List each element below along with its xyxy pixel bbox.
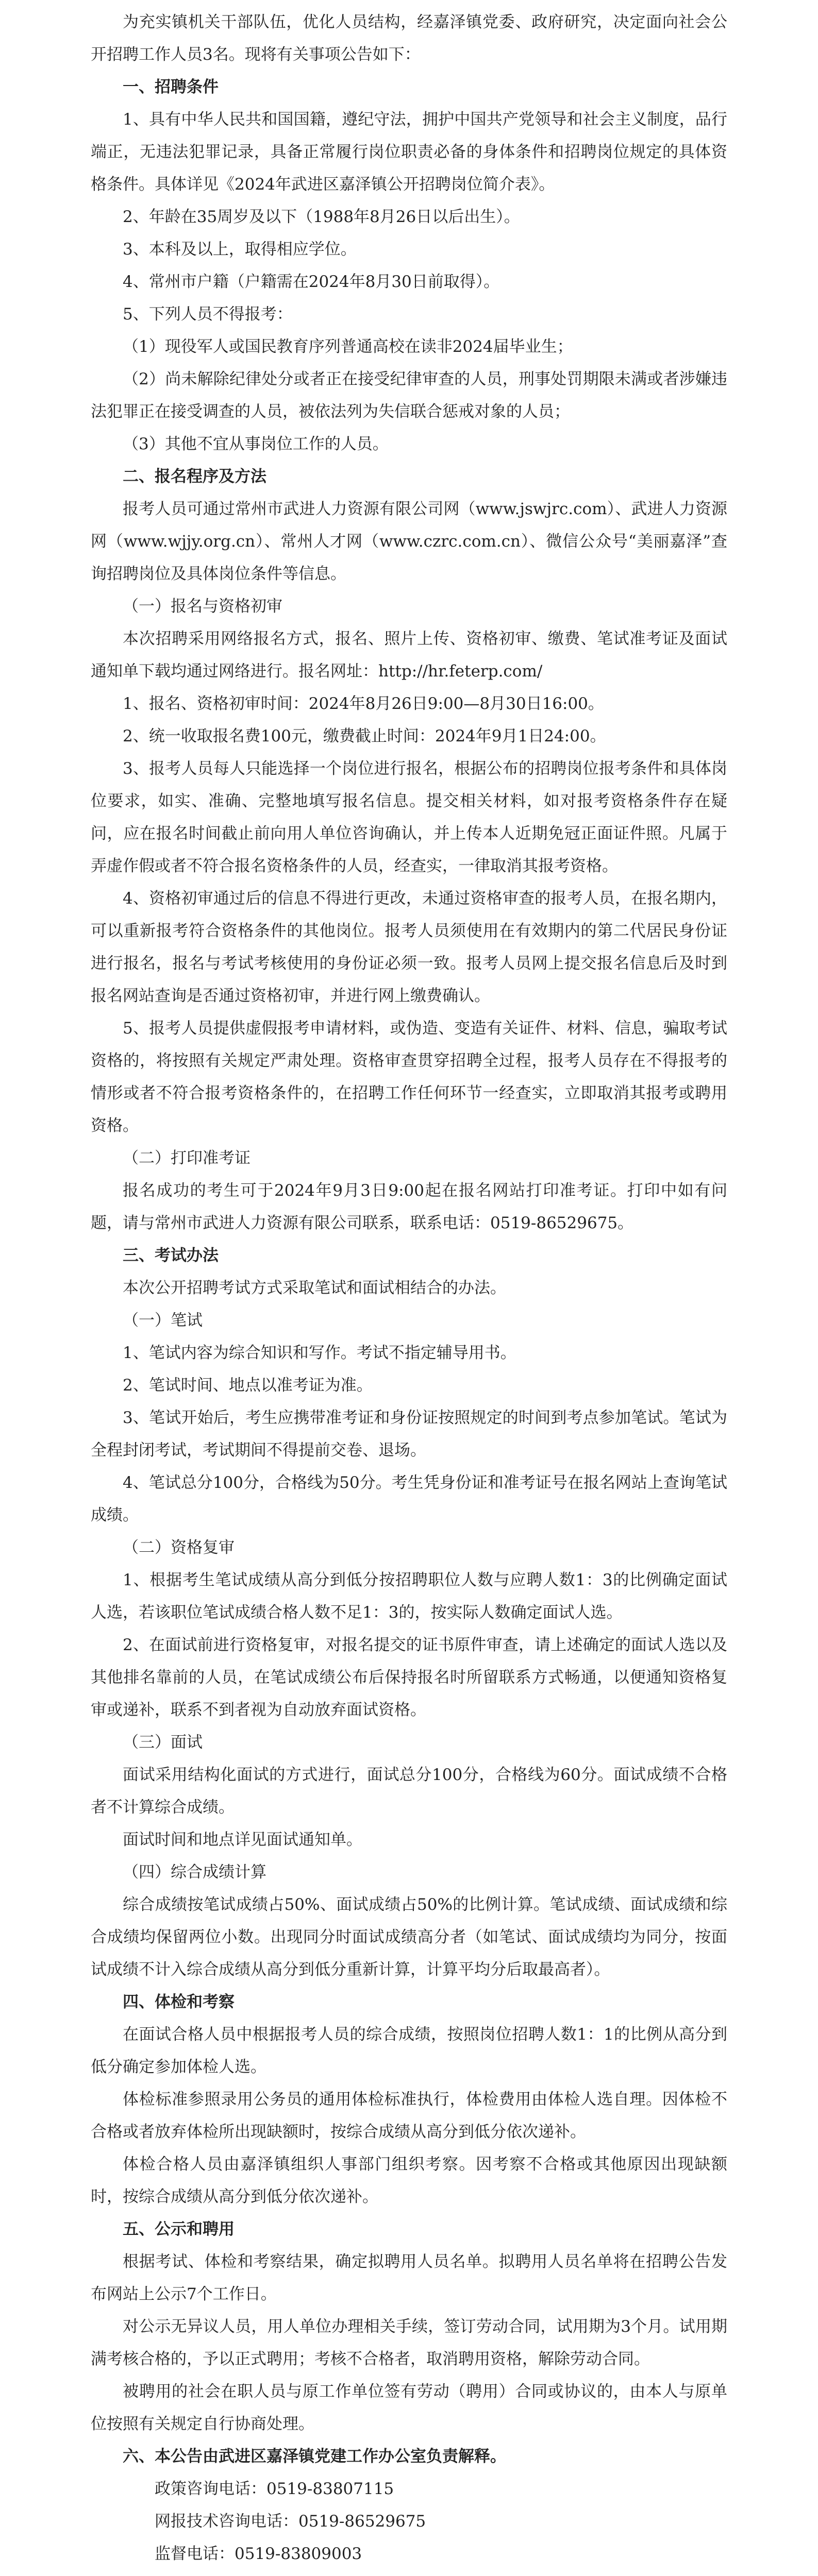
written-item-1: 1、笔试内容为综合知识和写作。考试不指定辅导用书。 bbox=[123, 1344, 516, 1362]
written-item-3: 3、笔试开始后，考生应携带准考证和身份证按照规定的时间到考点参加笔试。笔试为全程封闭考试，考试期间不得提前交卷、退场。 bbox=[91, 1409, 727, 1460]
interview-line-2: 面试时间和地点详见面试通知单。 bbox=[123, 1831, 362, 1849]
review-item-2: 2、在面试前进行资格复审，对报名提交的证书原件审查，请上述确定的面试人选以及其他排名靠前的人员，在笔试成绩公布后保持报名时所留联系方式畅通，以便通知资格复审或递补，联系不到者视为自动放弃面试资格。 bbox=[91, 1636, 727, 1719]
section-1-heading: 一、招聘条件 bbox=[123, 78, 219, 96]
review-heading: （二）资格复审 bbox=[123, 1538, 235, 1557]
policy-phone: 政策咨询电话：0519-83807115 bbox=[155, 2480, 394, 2498]
sec5-item-3: 被聘用的社会在职人员与原工作单位签有劳动（聘用）合同或协议的，由本人与原单位按照有关规定自行协商处理。 bbox=[91, 2382, 727, 2433]
sec2-item-3: 3、报考人员每人只能选择一个岗位进行报名，根据公布的招聘岗位报考条件和具体岗位要求，如实、准确、完整地填写报名信息。提交相关材料，如对报考资格条件存在疑问，应在报名时间截止前向用人单位咨询确认，并上传本人近期免冠正面证件照。凡属于弄虚作假或者不符合报名资格条件的人员，经查实，一律取消其报考资格。 bbox=[91, 759, 727, 875]
sec2-item-4: 4、资格初审通过后的信息不得进行更改，未通过资格审查的报考人员，在报名期内，可以重新报考符合资格条件的其他岗位。报考人员须使用在有效期内的第二代居民身份证进行报名，报名与考试考核使用的身份证必须一致。报考人员网上提交报名信息后及时到报名网站查询是否通过资格初审，并进行网上缴费确认。 bbox=[91, 889, 727, 1005]
interview-heading: （三）面试 bbox=[123, 1733, 203, 1752]
sec1-item-1: 1、具有中华人民共和国国籍，遵纪守法，拥护中国共产党领导和社会主义制度，品行端正，无违法犯罪记录，具备正常履行岗位职责必备的身体条件和招聘岗位规定的具体资格条件。具体详见《2024年武进区嘉泽镇公开招聘岗位简介表》。 bbox=[91, 110, 727, 194]
written-item-2: 2、笔试时间、地点以准考证为准。 bbox=[123, 1376, 373, 1395]
sec5-item-1: 根据考试、体检和考察结果，确定拟聘用人员名单。拟聘用人员名单将在招聘公告发布网站上公示7个工作日。 bbox=[91, 2252, 727, 2303]
sec2-sub2-heading: （二）打印准考证 bbox=[123, 1149, 251, 1167]
sec1-subitem-1: （1）现役军人或国民教育序列普通高校在读非2024届毕业生； bbox=[123, 337, 573, 356]
section-3-heading: 三、考试办法 bbox=[123, 1246, 219, 1265]
written-item-4: 4、笔试总分100分，合格线为50分。考生凭身份证和准考证号在报名网站上查询笔试成绩。 bbox=[91, 1473, 727, 1524]
intro-paragraph: 为充实镇机关干部队伍，优化人员结构，经嘉泽镇党委、政府研究，决定面向社会公开招聘工作人员3名。现将有关事项公告如下： bbox=[91, 13, 727, 64]
sec4-item-3: 体检合格人员由嘉泽镇组织人事部门组织考察。因考察不合格或其他原因出现缺额时，按综合成绩从高分到低分依次递补。 bbox=[91, 2155, 727, 2206]
payment-time: 2、统一收取报名费100元，缴费截止时间：2024年9月1日24:00。 bbox=[123, 727, 606, 745]
sec2-sub1-intro: 本次招聘采用网络报名方式，报名、照片上传、资格初审、缴费、笔试准考证及面试通知单下载均通过网络进行。报名网址：http://hr.feterp.com/ bbox=[91, 630, 727, 681]
tech-phone: 网报技术咨询电话：0519-86529675 bbox=[155, 2512, 426, 2531]
sec2-intro: 报考人员可通过常州市武进人力资源有限公司网（www.jswjrc.com）、武进人力资源网（www.wjjy.org.cn）、常州人才网（www.czrc.com.cn）、微信公众号“美丽嘉泽”查询招聘岗位及具体岗位条件等信息。 bbox=[91, 500, 727, 583]
score-text: 综合成绩按笔试成绩占50%、面试成绩占50%的比例计算。笔试成绩、面试成绩和综合成绩均保留两位小数。出现同分时面试成绩高分者（如笔试、面试成绩均为同分，按面试成绩不计入综合成绩从高分到低分重新计算，计算平均分后取最高者）。 bbox=[91, 1895, 727, 1979]
registration-time: 1、报名、资格初审时间：2024年8月26日9:00—8月30日16:00。 bbox=[123, 694, 604, 713]
section-4-heading: 四、体检和考察 bbox=[123, 1993, 235, 2011]
sec1-subitem-2: （2）尚未解除纪律处分或者正在接受纪律审查的人员，刑事处罚期限未满或者涉嫌违法犯罪正在接受调查的人员，被依法列为失信联合惩戒对象的人员； bbox=[91, 370, 727, 421]
sec1-subitem-3: （3）其他不宜从事岗位工作的人员。 bbox=[123, 435, 389, 453]
sec1-item-4: 4、常州市户籍（户籍需在2024年8月30日前取得）。 bbox=[123, 273, 500, 291]
written-exam-heading: （一）笔试 bbox=[123, 1311, 203, 1330]
review-item-1: 1、根据考生笔试成绩从高分到低分按招聘职位人数与应聘人数1：3的比例确定面试人选，若该职位笔试成绩合格人数不足1：3的，按实际人数确定面试人选。 bbox=[91, 1571, 727, 1622]
sec2-sub2-text: 报名成功的考生可于2024年9月3日9:00起在报名网站打印准考证。打印中如有问题，请与常州市武进人力资源有限公司联系，联系电话：0519-86529675。 bbox=[91, 1181, 727, 1232]
sec1-item-2: 2、年龄在35周岁及以下（1988年8月26日以后出生）。 bbox=[123, 208, 520, 226]
supervision-phone: 监督电话：0519-83809003 bbox=[155, 2545, 362, 2563]
sec1-item-3: 3、本科及以上，取得相应学位。 bbox=[123, 240, 357, 259]
sec2-sub1-heading: （一）报名与资格初审 bbox=[123, 597, 282, 616]
sec1-item-5: 5、下列人员不得报考： bbox=[123, 305, 293, 324]
sec4-item-2: 体检标准参照录用公务员的通用体检标准执行，体检费用由体检人选自理。因体检不合格或者放弃体检所出现缺额时，按综合成绩从高分到低分依次递补。 bbox=[91, 2090, 727, 2141]
section-5-heading: 五、公示和聘用 bbox=[123, 2220, 235, 2239]
sec2-item-5: 5、报考人员提供虚假报考申请材料，或伪造、变造有关证件、材料、信息，骗取考试资格的，将按照有关规定严肃处理。资格审查贯穿招聘全过程，报考人员存在不得报考的情形或者不符合报考资格条件的，在招聘工作任何环节一经查实，立即取消其报考或聘用资格。 bbox=[91, 1019, 727, 1135]
score-heading: （四）综合成绩计算 bbox=[123, 1863, 266, 1882]
sec4-item-1: 在面试合格人员中根据报考人员的综合成绩，按照岗位招聘人数1：1的比例从高分到低分确定参加体检人选。 bbox=[91, 2025, 727, 2076]
section-6-heading: 六、本公告由武进区嘉泽镇党建工作办公室负责解释。 bbox=[123, 2447, 506, 2466]
interview-line-1: 面试采用结构化面试的方式进行，面试总分100分，合格线为60分。面试成绩不合格者不计算综合成绩。 bbox=[91, 1766, 727, 1817]
sec5-item-2: 对公示无异议人员，用人单位办理相关手续，签订劳动合同，试用期为3个月。试用期满考核合格的，予以正式聘用；考核不合格者，取消聘用资格，解除劳动合同。 bbox=[91, 2317, 727, 2368]
section-2-heading: 二、报名程序及方法 bbox=[123, 467, 266, 486]
sec3-intro: 本次公开招聘考试方式采取笔试和面试相结合的办法。 bbox=[123, 1279, 506, 1297]
